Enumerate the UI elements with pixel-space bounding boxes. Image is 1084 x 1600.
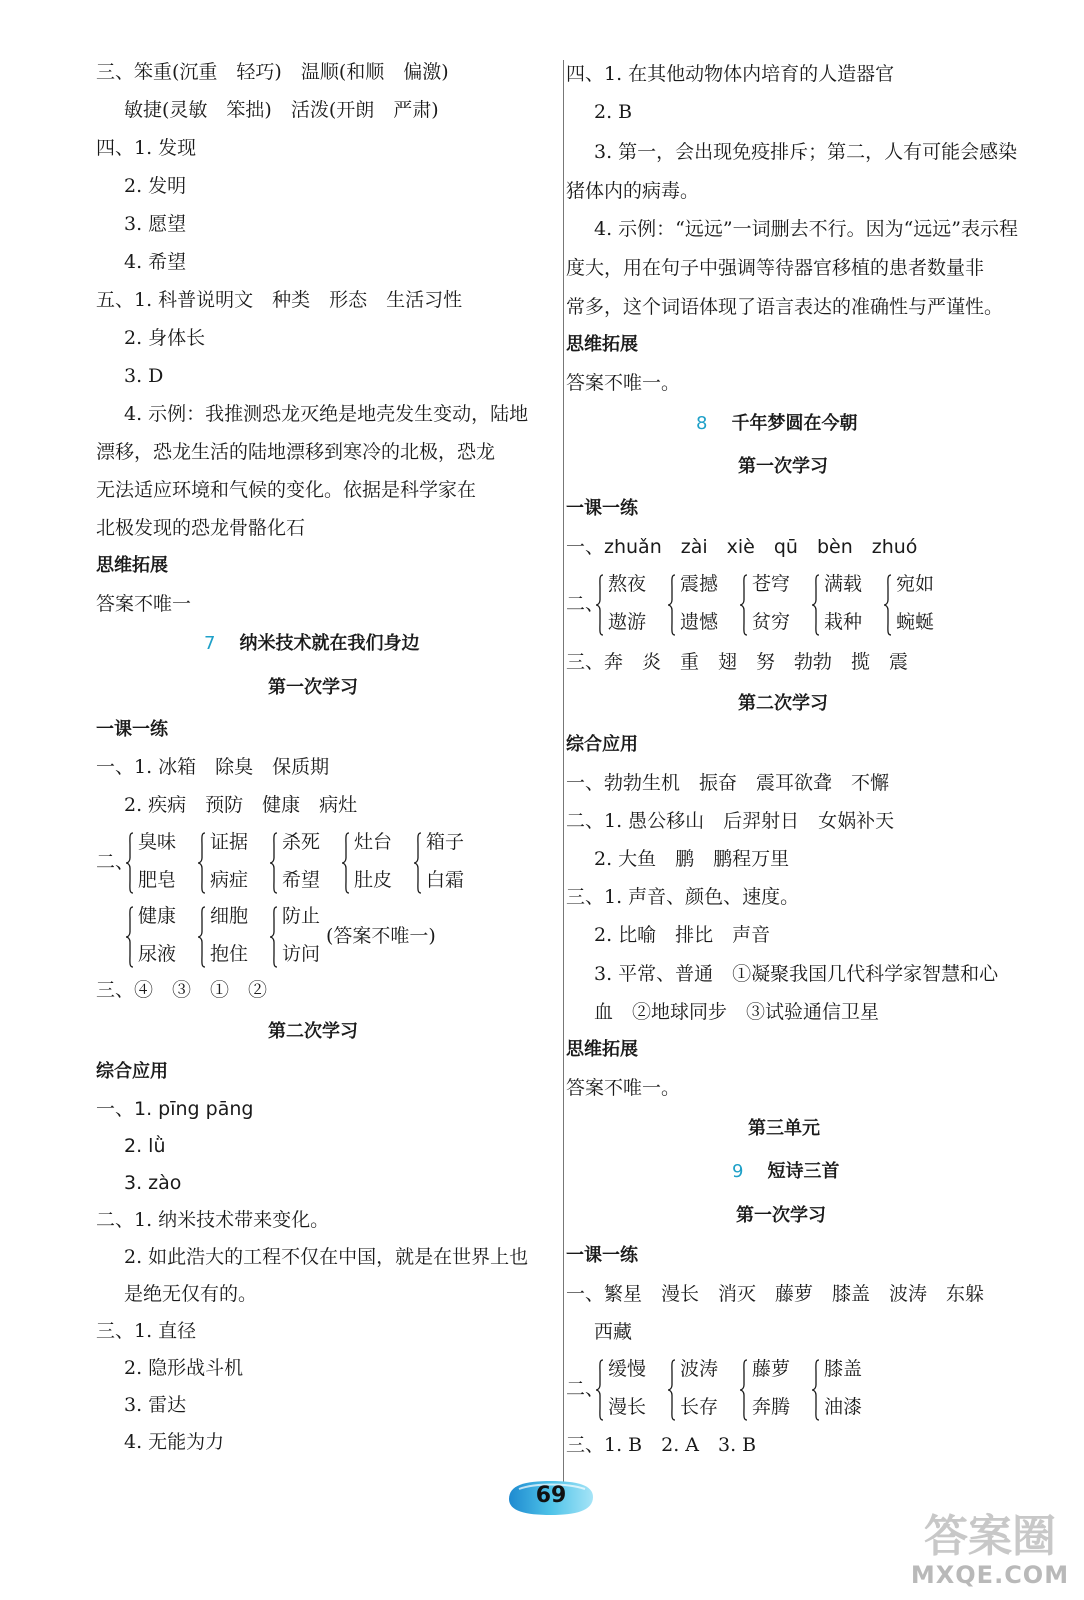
word-pair [884,572,964,642]
answer-line: 答案不唯一。 [566,372,681,394]
item-prefix: 二、 [566,593,605,615]
study-subtitle: 第一次学习 [736,1205,826,1226]
answer-line: 3. D [124,365,164,387]
answer-line: 四、1. 在其他动物体内培育的人造器官 [566,63,895,85]
answer-line: 4. 无能为力 [124,1431,225,1453]
pair-word: 抱住 [210,943,249,965]
brace-icon [342,832,350,894]
brace-icon [668,1359,676,1421]
answer-line: 4. 希望 [124,251,187,273]
pair-word: 尿液 [138,943,177,965]
pair-word: 灶台 [354,831,393,853]
answer-line: 2. 身体长 [124,327,206,349]
pair-word: 缓慢 [608,1358,647,1380]
answer-line: 2. 发明 [124,175,187,197]
brace-icon [270,832,278,894]
lesson-title-text: 纳米技术就在我们身边 [239,633,420,654]
answer-line: 三、1. B 2. A 3. B [566,1434,757,1456]
answer-line: 3. 平常、普通 ①凝聚我国几代科学家智慧和心 [594,963,999,985]
answer-line: 2. 比喻 排比 声音 [594,924,771,946]
pair-word: 满载 [824,573,863,595]
answer-line: 2. 隐形战斗机 [124,1357,244,1379]
word-pair [270,830,350,900]
answer-line: 血 ②地球同步 ③试验通信卫星 [594,1001,880,1023]
answer-line: 四、1. 发现 [96,137,197,159]
word-pair [668,572,748,642]
answer-line: 五、1. 科普说明文 种类 形态 生活习性 [96,289,463,311]
answer-line: 三、笨重(沉重 轻巧) 温顺(和顺 偏激) [96,61,449,83]
answer-line: 2. lǜ [124,1135,166,1157]
pair-word: 白霜 [426,869,465,891]
study-subtitle: 第一次学习 [738,456,828,477]
answer-line: 无法适应环境和气候的变化。依据是科学家在 [96,479,477,501]
answer-line: 三、④ ③ ① ② [96,979,268,1001]
pair-word: 贫穷 [752,611,791,633]
answer-line: 答案不唯一。 [566,1077,681,1099]
pair-word: 希望 [282,869,321,891]
word-pair [342,830,422,900]
pair-word: 肥皂 [138,869,177,891]
lesson-title-text: 短诗三首 [767,1161,840,1182]
answer-line: 一、zhuǎn zài xiè qū bèn zhuó [566,536,918,558]
pair-word: 防止 [282,905,321,927]
brace-icon [270,906,278,968]
brace-icon [812,1359,820,1421]
word-pair [414,830,494,900]
page-number-badge [505,1477,597,1517]
pair-word: 箱子 [426,831,465,853]
answer-line: 3. 第一，会出现免疫排斥；第二，人有可能会感染 [594,141,1018,163]
word-pair [126,830,206,900]
pair-word: 臭味 [138,831,177,853]
pair-word: 病症 [210,869,249,891]
item-prefix: 二、 [96,851,135,873]
answer-line: 答案不唯一 [96,593,192,615]
lesson-title [732,1160,839,1184]
pair-word: 藤萝 [752,1358,791,1380]
pair-word: 宛如 [896,573,935,595]
watermark [900,1500,1080,1595]
answer-line: 一、勃勃生机 振奋 震耳欲聋 不懈 [566,772,890,794]
pair-word: 栽种 [824,611,863,633]
pair-word: 震撼 [680,573,719,595]
word-pair [740,1357,820,1427]
pair-word: 遨游 [608,611,647,633]
brace-icon [126,906,134,968]
section-heading: 一课一练 [566,1245,638,1266]
answer-line: 2. B [594,101,633,123]
column-divider [563,60,564,1490]
brace-icon [884,574,892,636]
section-heading: 思维拓展 [566,1039,638,1060]
brace-icon [812,574,820,636]
word-pair-group [96,830,556,990]
pair-word: 熬夜 [608,573,647,595]
brace-icon [198,832,206,894]
lesson-number: 8 [696,413,708,434]
section-heading: 思维拓展 [96,555,168,576]
lesson-number: 9 [732,1161,744,1182]
pair-word: 油漆 [824,1396,863,1418]
study-subtitle: 第二次学习 [738,693,828,714]
word-pair [198,830,278,900]
word-pair [812,1357,892,1427]
brace-icon [668,574,676,636]
pair-word: 证据 [210,831,249,853]
brace-icon [198,906,206,968]
pair-word: 长存 [680,1396,719,1418]
pair-word: 杀死 [282,831,321,853]
page-number: 69 [535,1483,567,1508]
answer-line: 4. 示例：“远远”一词删去不行。因为“远远”表示程 [594,218,1019,240]
answer-line: 4. 示例：我推测恐龙灭绝是地壳发生变动，陆地 [124,403,529,425]
answer-line: 2. 疾病 预防 健康 病灶 [124,794,358,816]
pair-word: 苍穹 [752,573,791,595]
brace-icon [414,832,422,894]
answer-line: 三、1. 直径 [96,1320,197,1342]
watermark-text: MXQE.COM [910,1561,1070,1589]
pair-word: 细胞 [210,905,249,927]
section-heading: 一课一练 [96,719,168,740]
item-prefix: 二、 [566,1378,605,1400]
answer-line: 三、奔 炎 重 翅 努 勃勃 揽 震 [566,651,909,673]
lesson-title [204,632,419,656]
brace-icon [596,1359,604,1421]
answer-line: 猪体内的病毒。 [566,180,700,202]
study-subtitle: 第一次学习 [268,677,358,698]
pair-word: 访问 [282,943,321,965]
answer-line: 一、1. 冰箱 除臭 保质期 [96,756,330,778]
word-pair [740,572,820,642]
answer-line: 北极发现的恐龙骨骼化石 [96,517,306,539]
lesson-title [696,412,857,436]
answer-line: 3. 雷达 [124,1394,187,1416]
answer-line: 3. 愿望 [124,213,187,235]
pair-word: 奔腾 [752,1396,791,1418]
word-pair-group [566,1357,1066,1429]
lesson-number: 7 [204,633,216,654]
word-pair [596,1357,676,1427]
pair-word: 蜿蜒 [896,611,935,633]
section-heading: 综合应用 [96,1061,168,1082]
answer-line: 漂移，恐龙生活的陆地漂移到寒冷的北极，恐龙 [96,441,496,463]
unit-title: 第三单元 [748,1118,820,1139]
pair-word: 健康 [138,905,177,927]
answer-line: 2. 如此浩大的工程不仅在中国，就是在世界上也 [124,1246,529,1268]
brace-icon [740,574,748,636]
watermark-logo: 答案圈 [924,1511,1056,1562]
answer-line: 3. zào [124,1172,182,1194]
word-pair [812,572,892,642]
answer-line: 三、1. 声音、颜色、速度。 [566,886,800,908]
answer-line: 西藏 [594,1321,633,1343]
pair-word: 膝盖 [824,1358,863,1380]
brace-icon [126,832,134,894]
brace-icon [740,1359,748,1421]
word-pair [126,904,206,974]
pair-word: 漫长 [608,1396,647,1418]
word-pair-group [566,572,1066,644]
word-pair [596,572,676,642]
brace-icon [596,574,604,636]
answer-line: 二、1. 愚公移山 后羿射日 女娲补天 [566,810,895,832]
answer-line: 敏捷(灵敏 笨拙) 活泼(开朗 严肃) [124,99,439,121]
section-heading: 思维拓展 [566,334,638,355]
lesson-title-text: 千年梦圆在今朝 [731,413,858,434]
study-subtitle: 第二次学习 [268,1021,358,1042]
pair-word: 遗憾 [680,611,719,633]
pair-word: 波涛 [680,1358,719,1380]
answer-line: 二、1. 纳米技术带来变化。 [96,1209,330,1231]
word-pair [198,904,278,974]
answer-note: (答案不唯一) [326,925,436,947]
answer-line: 2. 大鱼 鹏 鹏程万里 [594,848,790,870]
section-heading: 综合应用 [566,734,638,755]
answer-line: 常多，这个词语体现了语言表达的准确性与严谨性。 [566,296,1004,318]
word-pair [668,1357,748,1427]
answer-line: 一、1. pīng pāng [96,1098,254,1120]
answer-line: 是绝无仅有的。 [124,1283,258,1305]
pair-word: 肚皮 [354,869,393,891]
answer-line: 度大，用在句子中强调等待器官移植的患者数量非 [566,257,985,279]
answer-line: 一、繁星 漫长 消灭 藤萝 膝盖 波涛 东躲 [566,1283,985,1305]
section-heading: 一课一练 [566,498,638,519]
